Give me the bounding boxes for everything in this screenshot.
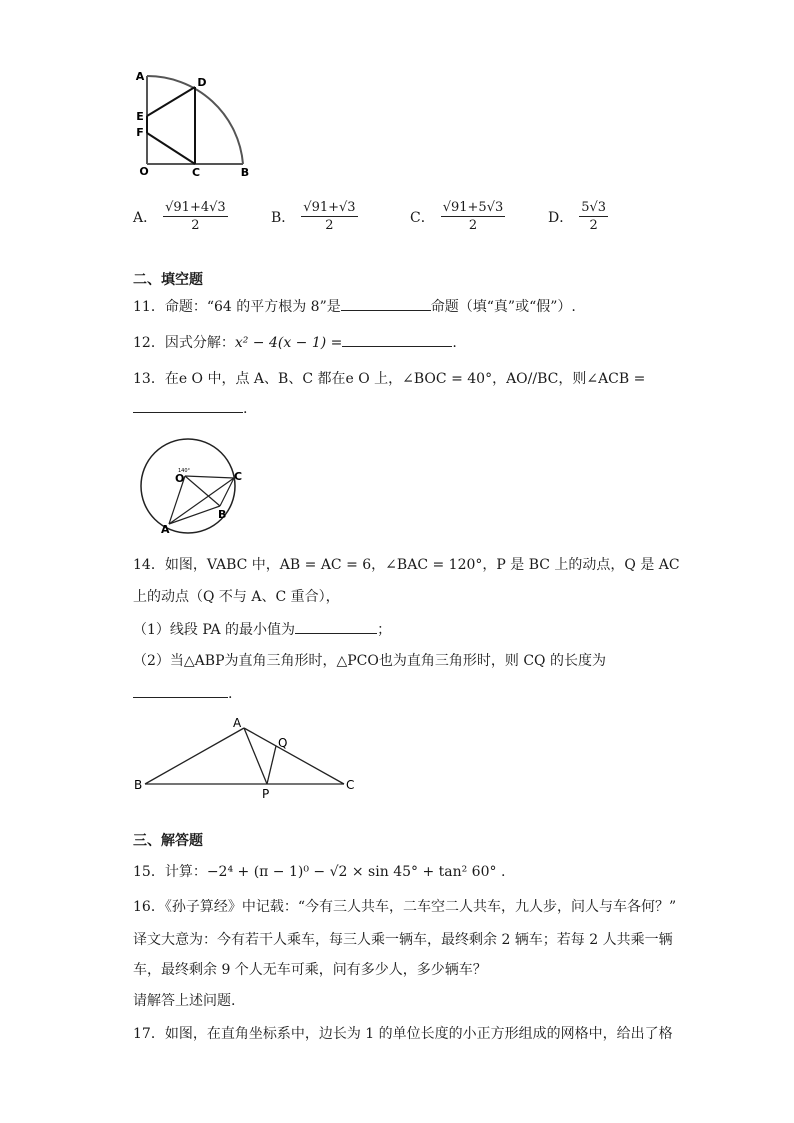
question-14-line-1: 14．如图，VABC 中，AB = AC = 6，∠BAC = 120°，P 是 BC 上的动点，Q 是 AC — [133, 557, 680, 573]
label-c: C — [191, 166, 201, 179]
answer-blank — [133, 683, 228, 698]
label-f: F — [136, 126, 144, 139]
segment-ac — [244, 728, 344, 784]
question-12-prefix: 12．因式分解： — [133, 335, 235, 351]
label-e: E — [136, 110, 144, 123]
section-heading-solutions: 三、解答题 — [133, 833, 203, 849]
question-16-line-2: 译文大意为：今有若干人乘车，每三人乘一辆车，最终剩余 2 辆车；若每 2 人共乘一辆 — [133, 932, 673, 948]
fraction-denominator: 2 — [589, 218, 598, 233]
option-fraction — [441, 200, 506, 233]
triangle-figure — [130, 712, 365, 802]
label-o: O — [139, 165, 149, 178]
label-o: O — [175, 472, 185, 485]
question-14-answer — [133, 683, 232, 704]
label-p: P — [262, 787, 270, 801]
answer-blank — [295, 619, 377, 634]
segment-ed — [147, 87, 195, 116]
question-12-expression: x² − 4(x − 1) = — [234, 335, 343, 351]
question-12 — [133, 332, 457, 353]
label-c: C — [234, 470, 243, 483]
question-14-part-2: （2）当△ABP为直角三角形时，△PCO也为直角三角形时，则 CQ 的长度为 — [133, 653, 606, 669]
label-b: B — [134, 778, 143, 792]
section-heading-fill-in: 二、填空题 — [133, 272, 203, 288]
answer-blank — [133, 398, 243, 413]
fraction-numerator: 5√3 — [581, 200, 607, 215]
option-c — [410, 200, 505, 233]
option-fraction — [163, 200, 228, 233]
answer-blank — [342, 332, 452, 347]
question-13-answer — [133, 398, 247, 419]
label-b: B — [240, 166, 250, 179]
fraction-denominator: 2 — [468, 218, 478, 233]
question-16-line-3: 车，最终剩余 9 个人无车可乘，问有多少人，多少辆车？ — [133, 962, 487, 978]
quarter-circle-figure — [133, 66, 263, 181]
option-b — [271, 200, 358, 233]
question-15: 15．计算：−2⁴ + (π − 1)⁰ − √2 × sin 45° + tan² 60° . — [133, 864, 506, 880]
question-16-line-4: 请解答上述问题. — [133, 993, 236, 1009]
circle-figure — [135, 436, 250, 536]
question-13-suffix: . — [243, 401, 248, 417]
segment-ab — [169, 506, 220, 524]
label-d: D — [197, 76, 207, 89]
part-1-suffix: ； — [377, 622, 392, 638]
option-letter: B． — [271, 209, 296, 226]
fraction-numerator: √91+5√3 — [442, 200, 504, 215]
label-a: A — [161, 523, 170, 536]
label-q: Q — [278, 736, 288, 750]
question-11-prefix: 11．命题：“64 的平方根为 8”是 — [133, 299, 341, 315]
fraction-numerator: √91+√3 — [303, 200, 356, 215]
question-12-suffix: . — [452, 335, 457, 351]
question-14-line-2: 上的动点（Q 不与 A、C 重合）， — [133, 589, 340, 605]
question-11 — [133, 296, 576, 317]
answer-blank — [341, 296, 431, 311]
question-17-line-1: 17．如图，在直角坐标系中，边长为 1 的单位长度的小正方形组成的网格中，给出了格 — [133, 1026, 673, 1042]
fraction-denominator: 2 — [325, 218, 334, 233]
label-a: A — [135, 70, 145, 83]
segment-fc — [147, 133, 195, 164]
fraction-numerator: √91+4√3 — [165, 200, 226, 215]
segment-ap — [244, 728, 267, 784]
option-letter: C． — [410, 209, 435, 226]
option-a — [133, 200, 228, 233]
label-angle: 140° — [178, 468, 191, 474]
question-14-part-1 — [133, 619, 391, 640]
question-13: 13．在e O 中，点 A、B、C 都在e O 上，∠BOC = 40°，AO//BC，则∠ACB = — [133, 371, 646, 387]
segment-oc — [185, 476, 234, 478]
question-16-line-1: 16．《孙子算经》中记载：“今有三人共车，二车空二人共车，九人步，问人与车各何？” — [133, 899, 677, 915]
part-1-text: （1）线段 PA 的最小值为 — [133, 622, 296, 638]
option-fraction — [579, 200, 608, 233]
segment-ab — [145, 728, 244, 784]
option-fraction — [301, 200, 357, 233]
label-c: C — [346, 778, 355, 792]
option-d — [548, 200, 608, 233]
label-a: A — [233, 716, 242, 730]
question-11-suffix: 命题（填“真”或“假”）. — [430, 299, 576, 315]
fraction-denominator: 2 — [191, 218, 200, 233]
option-letter: D． — [548, 209, 574, 226]
segment-pq — [267, 746, 276, 784]
part-2-suffix: . — [228, 686, 233, 702]
label-b: B — [218, 508, 227, 521]
option-letter: A． — [133, 209, 158, 226]
